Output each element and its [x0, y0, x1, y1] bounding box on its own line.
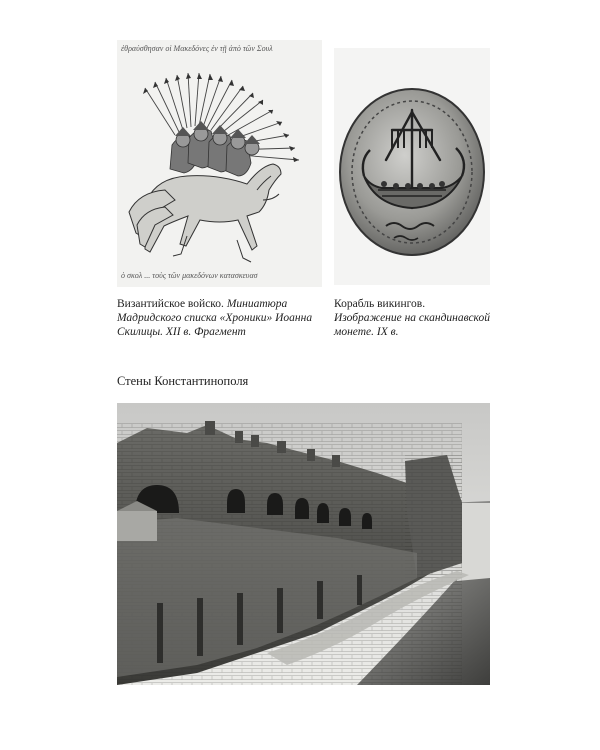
- figure3-title: Стены Константинополя: [117, 374, 249, 388]
- coin-illustration: [334, 48, 490, 285]
- miniature-illustration: [117, 40, 322, 287]
- figure1-caption: [117, 297, 329, 339]
- figure2-caption-italic: Изображение на скандинавской монете. IX в.: [334, 312, 490, 338]
- manuscript-text-top: ἐθραύσθησαν οἱ Μακεδόνες ἐν τῇ ἀπὸ τῶν Σουλ: [121, 44, 273, 53]
- manuscript-text-bottom: ὁ σκολ ... τοὺς τῶν μακεδόνων κατασκευασ: [121, 271, 258, 280]
- viking-ship-coin: [334, 48, 490, 285]
- figure2-caption: [334, 297, 494, 339]
- constantinople-walls-photo: [117, 403, 490, 685]
- figure2-caption-plain: Корабль викингов.: [334, 298, 426, 310]
- figure1-caption-italic: Миниатюра Мадридского списка «Хроники» Иоанна Скилицы. XII в. Фрагмент: [117, 298, 313, 338]
- figure1-caption-plain: Византийское войско.: [117, 298, 224, 310]
- byzantine-army-miniature: [117, 40, 322, 287]
- walls-photograph: [117, 403, 490, 685]
